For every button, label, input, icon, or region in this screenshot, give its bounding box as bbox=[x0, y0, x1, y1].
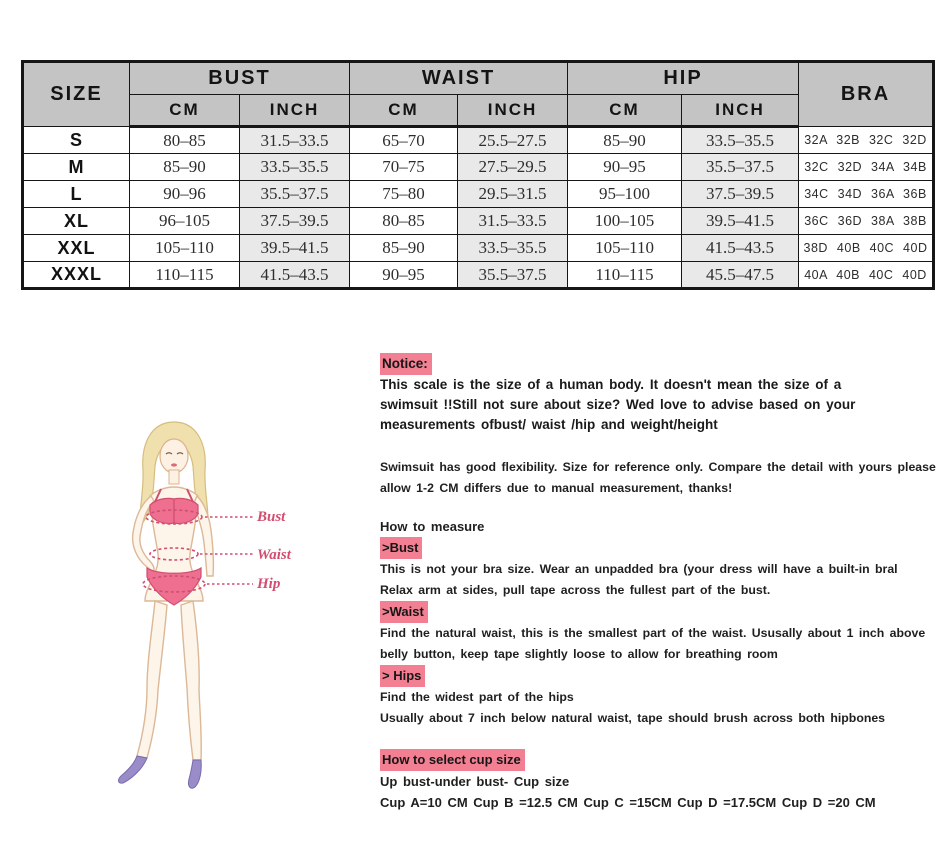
instructions-column bbox=[380, 353, 942, 813]
figure-left-leg bbox=[137, 601, 167, 758]
table-row-xl bbox=[23, 208, 934, 235]
hip-cm-value: 90–95 bbox=[568, 154, 682, 181]
hip-figure-label: Hip bbox=[257, 576, 281, 592]
bra-value: 40A 40B 40C 40D bbox=[799, 262, 934, 289]
waist-inch-value: 31.5–33.5 bbox=[458, 208, 568, 235]
waist-cm-value: 70–75 bbox=[350, 154, 458, 181]
hip-cm-value: 105–110 bbox=[568, 235, 682, 262]
bust-cm-header: CM bbox=[130, 95, 240, 127]
waist-cm-value: 85–90 bbox=[350, 235, 458, 262]
bra-value: 36C 36D 38A 38B bbox=[799, 208, 934, 235]
bust-inch-value: 33.5–35.5 bbox=[240, 154, 350, 181]
cup-line-1: Up bust-under bust- Cup size bbox=[380, 774, 570, 789]
table-row-xxl bbox=[23, 235, 934, 262]
hips-section-heading: > Hips bbox=[380, 665, 425, 687]
waist-figure-label: Waist bbox=[257, 547, 291, 563]
waist-inch-value: 27.5–29.5 bbox=[458, 154, 568, 181]
bust-group-header: BUST bbox=[130, 62, 350, 95]
flexibility-line-2: allow 1-2 CM differs due to manual measurement, thanks! bbox=[380, 481, 733, 495]
bust-inch-value: 37.5–39.5 bbox=[240, 208, 350, 235]
cup-line-2: Cup A=10 CM Cup B =12.5 CM Cup C =15CM Cup D =17.5CM Cup D =20 CM bbox=[380, 795, 876, 810]
table-row-xxxl bbox=[23, 262, 934, 289]
hip-cm-header: CM bbox=[568, 95, 682, 127]
figure-right-shoe bbox=[188, 760, 201, 788]
hip-cm-value: 100–105 bbox=[568, 208, 682, 235]
waist-inch-value: 33.5–35.5 bbox=[458, 235, 568, 262]
figure-lips bbox=[171, 463, 177, 466]
bust-inch-value: 31.5–33.5 bbox=[240, 127, 350, 154]
hip-cm-value: 110–115 bbox=[568, 262, 682, 289]
size-label: XL bbox=[23, 208, 130, 235]
hips-heading-row bbox=[380, 665, 942, 687]
table-row-s bbox=[23, 127, 934, 154]
hip-inch-value: 33.5–35.5 bbox=[682, 127, 799, 154]
hip-inch-header: INCH bbox=[682, 95, 799, 127]
cup-heading-row bbox=[380, 749, 942, 771]
hip-cm-value: 95–100 bbox=[568, 181, 682, 208]
hip-cm-value: 85–90 bbox=[568, 127, 682, 154]
bra-value: 34C 34D 36A 36B bbox=[799, 181, 934, 208]
waist-heading-row bbox=[380, 601, 942, 623]
hip-inch-value: 41.5–43.5 bbox=[682, 235, 799, 262]
notice-line-1: This scale is the size of a human body. It doesn't mean the size of a bbox=[380, 377, 842, 392]
figure-neck bbox=[169, 470, 179, 484]
bust-heading-row bbox=[380, 537, 942, 559]
figure-face bbox=[160, 439, 188, 473]
size-column-header: SIZE bbox=[23, 62, 130, 127]
waist-inch-value: 29.5–31.5 bbox=[458, 181, 568, 208]
hips-line-1: Find the widest part of the hips bbox=[380, 690, 574, 704]
bust-inch-value: 35.5–37.5 bbox=[240, 181, 350, 208]
bust-inch-header: INCH bbox=[240, 95, 350, 127]
waist-section-heading: >Waist bbox=[380, 601, 428, 623]
hip-inch-value: 35.5–37.5 bbox=[682, 154, 799, 181]
table-row-m bbox=[23, 154, 934, 181]
bust-cm-value: 105–110 bbox=[130, 235, 240, 262]
bust-cm-value: 90–96 bbox=[130, 181, 240, 208]
waist-inch-value: 35.5–37.5 bbox=[458, 262, 568, 289]
notice-line-2: swimsuit !!Still not sure about size? Wed love to advise based on your bbox=[380, 397, 856, 412]
bust-cm-value: 85–90 bbox=[130, 154, 240, 181]
hip-group-header: HIP bbox=[568, 62, 799, 95]
bra-value: 32A 32B 32C 32D bbox=[799, 127, 934, 154]
notice-line-3: measurements ofbust/ waist /hip and weight/height bbox=[380, 417, 718, 432]
waist-cm-value: 90–95 bbox=[350, 262, 458, 289]
size-label: XXXL bbox=[23, 262, 130, 289]
waist-inch-header: INCH bbox=[458, 95, 568, 127]
size-label: S bbox=[23, 127, 130, 154]
bust-section-heading: >Bust bbox=[380, 537, 422, 559]
bust-cm-value: 80–85 bbox=[130, 127, 240, 154]
how-to-measure-title: How to measure bbox=[380, 519, 485, 534]
size-label: L bbox=[23, 181, 130, 208]
hips-line-2: Usually about 7 inch below natural waist, tape should brush across both hipbones bbox=[380, 711, 886, 725]
size-label: XXL bbox=[23, 235, 130, 262]
size-label: M bbox=[23, 154, 130, 181]
bust-cm-value: 110–115 bbox=[130, 262, 240, 289]
bra-value: 38D 40B 40C 40D bbox=[799, 235, 934, 262]
waist-group-header: WAIST bbox=[350, 62, 568, 95]
waist-line-2: belly button, keep tape slightly loose to allow for breathing room bbox=[380, 647, 778, 661]
waist-cm-value: 65–70 bbox=[350, 127, 458, 154]
hip-inch-value: 37.5–39.5 bbox=[682, 181, 799, 208]
waist-line-1: Find the natural waist, this is the smallest part of the waist. Ususally about 1 inch above bbox=[380, 626, 926, 640]
waist-inch-value: 25.5–27.5 bbox=[458, 127, 568, 154]
notice-heading-row bbox=[380, 353, 942, 375]
bust-inch-value: 39.5–41.5 bbox=[240, 235, 350, 262]
waist-cm-value: 75–80 bbox=[350, 181, 458, 208]
bust-inch-value: 41.5–43.5 bbox=[240, 262, 350, 289]
hip-inch-value: 45.5–47.5 bbox=[682, 262, 799, 289]
waist-cm-header: CM bbox=[350, 95, 458, 127]
figure-left-shoe bbox=[119, 756, 147, 783]
bra-value: 32C 32D 34A 34B bbox=[799, 154, 934, 181]
figure-right-leg bbox=[181, 601, 201, 760]
waist-cm-value: 80–85 bbox=[350, 208, 458, 235]
bra-column-header: BRA bbox=[799, 62, 934, 127]
bust-line-1: This is not your bra size. Wear an unpadded bra (your dress will have a built-in bral bbox=[380, 562, 898, 576]
flexibility-line-1: Swimsuit has good flexibility. Size for reference only. Compare the detail with yours please bbox=[380, 460, 936, 474]
cup-section-heading: How to select cup size bbox=[380, 749, 525, 771]
table-row-l bbox=[23, 181, 934, 208]
bust-cm-value: 96–105 bbox=[130, 208, 240, 235]
bust-figure-label: Bust bbox=[257, 509, 286, 525]
measurement-figure-illustration bbox=[95, 418, 380, 813]
size-chart-table bbox=[21, 60, 935, 290]
bust-line-2: Relax arm at sides, pull tape across the fullest part of the bust. bbox=[380, 583, 771, 597]
hip-inch-value: 39.5–41.5 bbox=[682, 208, 799, 235]
notice-heading: Notice: bbox=[380, 353, 432, 375]
